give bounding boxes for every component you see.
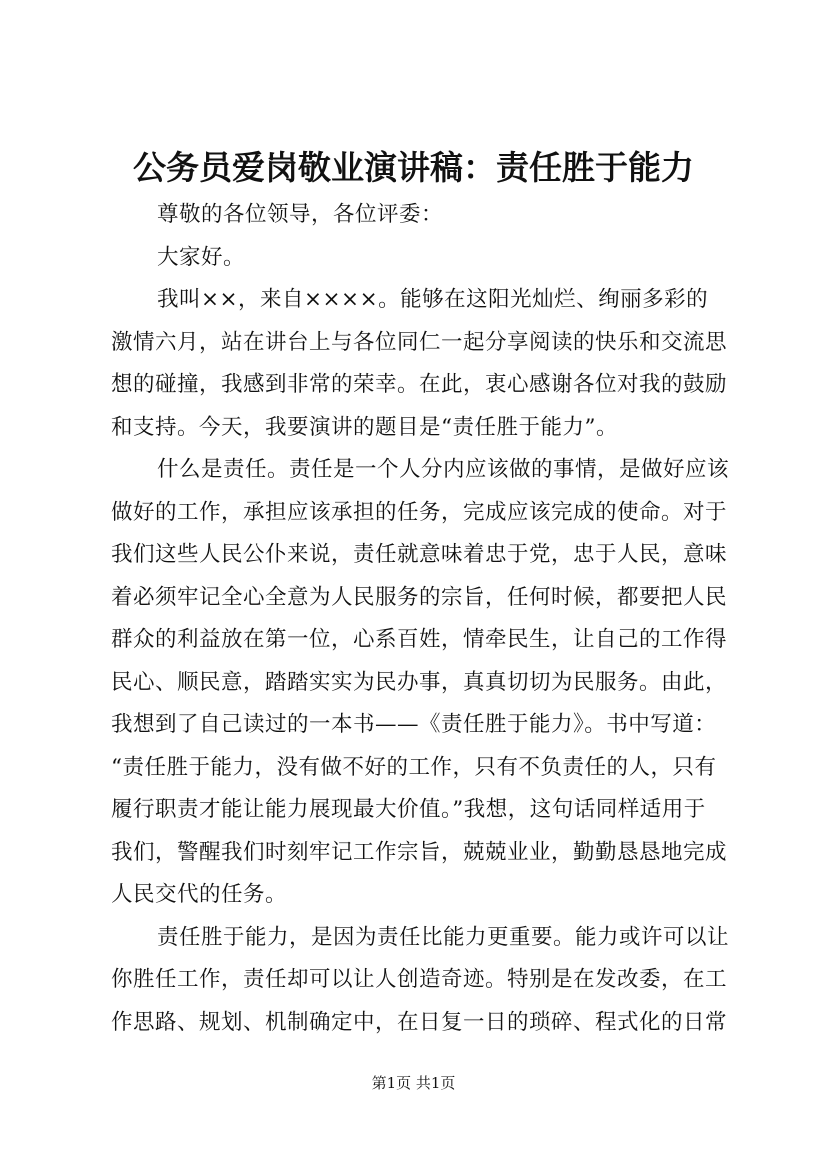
paragraph: [111, 279, 728, 449]
paragraph-line: 我们这些人民公仆来说，责任就意味着忠于党，忠于人民，意味: [111, 542, 728, 567]
paragraph-line: 我们，警醒我们时刻牢记工作宗旨，兢兢业业，勤勤恳恳地完成: [111, 839, 728, 865]
paragraph-line: 想的碰撞，我感到非常的荣幸。在此，衷心感谢各位对我的鼓励: [111, 372, 728, 397]
paragraph-line: 激情六月，站在讲台上与各位同仁一起分享阅读的快乐和交流思: [111, 329, 728, 355]
document-body: [111, 194, 730, 1044]
paragraph-line: 你胜任工作，责任却可以让人创造奇迹。特别是在发改委，在工: [111, 967, 728, 992]
paragraph-line: 大家好。: [157, 244, 246, 270]
paragraph-line: 尊敬的各位领导，各位评委：: [157, 202, 444, 227]
paragraph-line: 什么是责任。责任是一个人分内应该做的事情，是做好应该: [157, 457, 730, 482]
paragraph-line: 和支持。今天，我要演讲的题目是“责任胜于能力”。: [111, 414, 618, 440]
document-title: 公务员爱岗敬业演讲稿：责任胜于能力: [133, 148, 694, 187]
paragraph-line: 我想到了自己读过的一本书——《责任胜于能力》。书中写道：: [111, 712, 717, 737]
paragraph-line: 履行职责才能让能力展现最大价值。”我想，这句话同样适用于: [111, 797, 706, 822]
paragraph-line: “责任胜于能力，没有做不好的工作，只有不负责任的人，只有: [111, 754, 717, 780]
paragraph-line: 我叫××，来自××××。能够在这阳光灿烂、绚丽多彩的: [157, 287, 709, 312]
paragraph-line: 群众的利益放在第一位，心系百姓，情牵民生，让自己的工作得: [111, 627, 728, 652]
page-footer: 第1页 共1页: [371, 1074, 456, 1092]
paragraph-line: 责任胜于能力，是因为责任比能力更重要。能力或许可以让: [157, 924, 730, 950]
paragraph-line: 着必须牢记全心全意为人民服务的宗旨，任何时候，都要把人民: [111, 584, 728, 610]
paragraph: [111, 449, 730, 917]
paragraph-line: 民心、顺民意，踏踏实实为民办事，真真切切为民服务。由此，: [111, 669, 728, 695]
paragraph-line: 作思路、规划、机制确定中，在日复一日的琐碎、程式化的日常: [111, 1009, 728, 1035]
paragraph-line: 人民交代的任务。: [111, 882, 288, 907]
paragraph: [111, 917, 730, 1045]
paragraph-line: 做好的工作，承担应该承担的任务，完成应该完成的使命。对于: [111, 499, 728, 525]
paragraph: [111, 194, 723, 237]
paragraph: [111, 237, 723, 280]
